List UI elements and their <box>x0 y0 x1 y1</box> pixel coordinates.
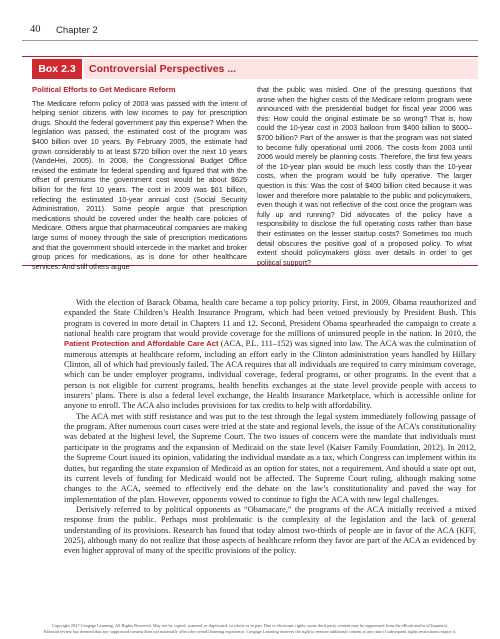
paragraph-2: The ACA met with stiff resistance and was put to the test through the legal system immediately following passage of the program. After numerous court cases were tried at the state and regional levels, the issue of the ACA’s constitutionality was debated at the highest level, the Supreme Court. The two issues of concern were the mandate that individuals must participate in the programs and the expansion of Medicaid on the state level (Kaiser Family Foundation, 2012). In 2012, the Supreme Court issued its opinion, validating the individual mandate as a tax, which Congress can implement within its duties, but regarding the state expansion of Medicaid as an option for states, not a requirement. And should a state opt out, its current levels of funding for Medicaid would not be affected. The Supreme Court ruling, although making some changes to the ACA, seemed to effectively end the debate on the law’s constitutionality and paved the way for implementation of the plan. However, opponents vowed to continue to fight the ACA with new legal challenges. <box>64 411 476 504</box>
running-header <box>22 24 478 38</box>
paragraph-1-part-b: (ACA, P.L. 111–152) was signed into law. The ACA was the culmination of numerous attempts at healthcare reform, including an effort early in the Clinton administration years handled by Hillary Clinton, all of which had previously failed. The ACA requires that all individuals are required to carry minimum coverage, which can be under employer programs, individual coverage, federal programs, or other programs. In the event that a person is not eligible for current programs, health benefits exchanges at the state level provide people with access to insurers’ plans. There is also a federal level exchange, the Health Insurance Marketplace, which is accessible online for anyone to enroll. The ACA also includes provisions for tax credits to help with affordability. <box>64 339 476 411</box>
paragraph-1-part-a: With the election of Barack Obama, health care became a top policy priority. First, in 2009, Obama reauthorized and expanded the State Children’s Health Insurance Program, which had been vetoed previously by President Bush. This program is covered in more detail in Chapters 11 and 12. Second, President Obama spearheaded the campaign to create a national health care program that would provide coverage for the millions of uninsured people in the nation. In 2010, the <box>64 298 476 339</box>
copyright-footer <box>10 623 490 634</box>
header-rule <box>22 40 478 41</box>
box-left-column <box>32 85 247 271</box>
box-label: Box 2.3 <box>32 59 82 79</box>
box-right-column <box>257 85 472 267</box>
box-right-text: that the public was misled. One of the pressing questions that arose when the higher costs of the Medicare reform program were announced with the presidential budget for fiscal year 2006 was this: How could the original estimate be so wrong? That is, how could the 10-year cost in 2003 balloon from $400 billion to $600–$700 billion? Part of the answer is that the program was not slated to become fully operational until 2006. The costs from 2003 until 2006 would merely be planning costs. Therefore, the first few years of the 10-year plan would be much less costly than the 10-year costs, when the program would be fully operative. The larger question is this: Was the cost of $400 billion cited because it was lower and therefore more palatable to the public and policymakers, even though it was not reflective of the cost once the program was fully up and running? Did advocates of the policy have a responsibility to disclose the full operating costs rather than base their estimates on the lesser startup costs? Sometimes too much detail obscures the positive goal of a proposed policy. To what extent should policymakers gloss over details in order to get political support? <box>257 85 472 267</box>
copyright-line-2: Editorial review has deemed that any suppressed content does not materially affect the overall learning experience. Cengage Learning reserves the right to remove additional content at any time if subsequent rights restrictions require it. <box>43 628 457 634</box>
key-term-link[interactable]: Patient Protection and Affordable Care Act <box>64 339 219 349</box>
main-text <box>64 298 476 557</box>
box-heading: Political Efforts to Get Medicare Reform <box>32 85 176 94</box>
chapter-label: Chapter 2 <box>56 24 98 36</box>
copyright-line-1: Copyright 2027 Cengage Learning. All Rights Reserved. May not be copied, scanned, or duplicated, in whole or in part. Due to electronic rights, some third party content may be suppressed from the eBook and/or eChapter(s). <box>51 623 449 628</box>
box-title: Controversial Perspectives ... <box>89 63 237 75</box>
box-left-text: The Medicare reform policy of 2003 was passed with the intent of helping senior citizens with low incomes to pay for prescription drugs. Should the federal government pay this expense? When the legislation was passed, the estimated cost of the program was $400 billion over 10 years. By February 2005, the estimate had grown considerably to at least $720 billion over the next 10 years (VandeHei, 2005). In 2008, the Congressional Budget Office revised the estimate for federal spending and figured that with the offset of premiums the government cost would be about $625 billion for the first 10 years. The cost in 2009 was $61 billion, reflecting the estimated 10-year annual cost (Social Security Administration, 2011). Some people argue that prescription medications should be covered under the health care policies of Medicare. Others argue that pharmaceutical companies are making large sums of money through the sale of prescription medications and that the government should intercede in the market and broker group prices for medications, as is done for other healthcare services. And still others argue <box>32 98 247 271</box>
box-title-bar <box>84 59 478 79</box>
sidebar-box <box>22 56 478 271</box>
page-number: 40 <box>30 24 41 35</box>
paragraph-1 <box>64 298 476 412</box>
paragraph-3: Derisively referred to by political opponents as “Obamacare,” the programs of the ACA initially received a mixed response from the public. Perhaps most problematic is the complexity of the legislation and the lack of general understanding of its provisions. Research has found that today almost two-thirds of people are in favor of the ACA (KFF, 2025), although many do not realize that those aspects of healthcare reform they favor are part of the ACA as evidenced by even higher approval of many of the specific provisions of the policy. <box>64 504 476 556</box>
